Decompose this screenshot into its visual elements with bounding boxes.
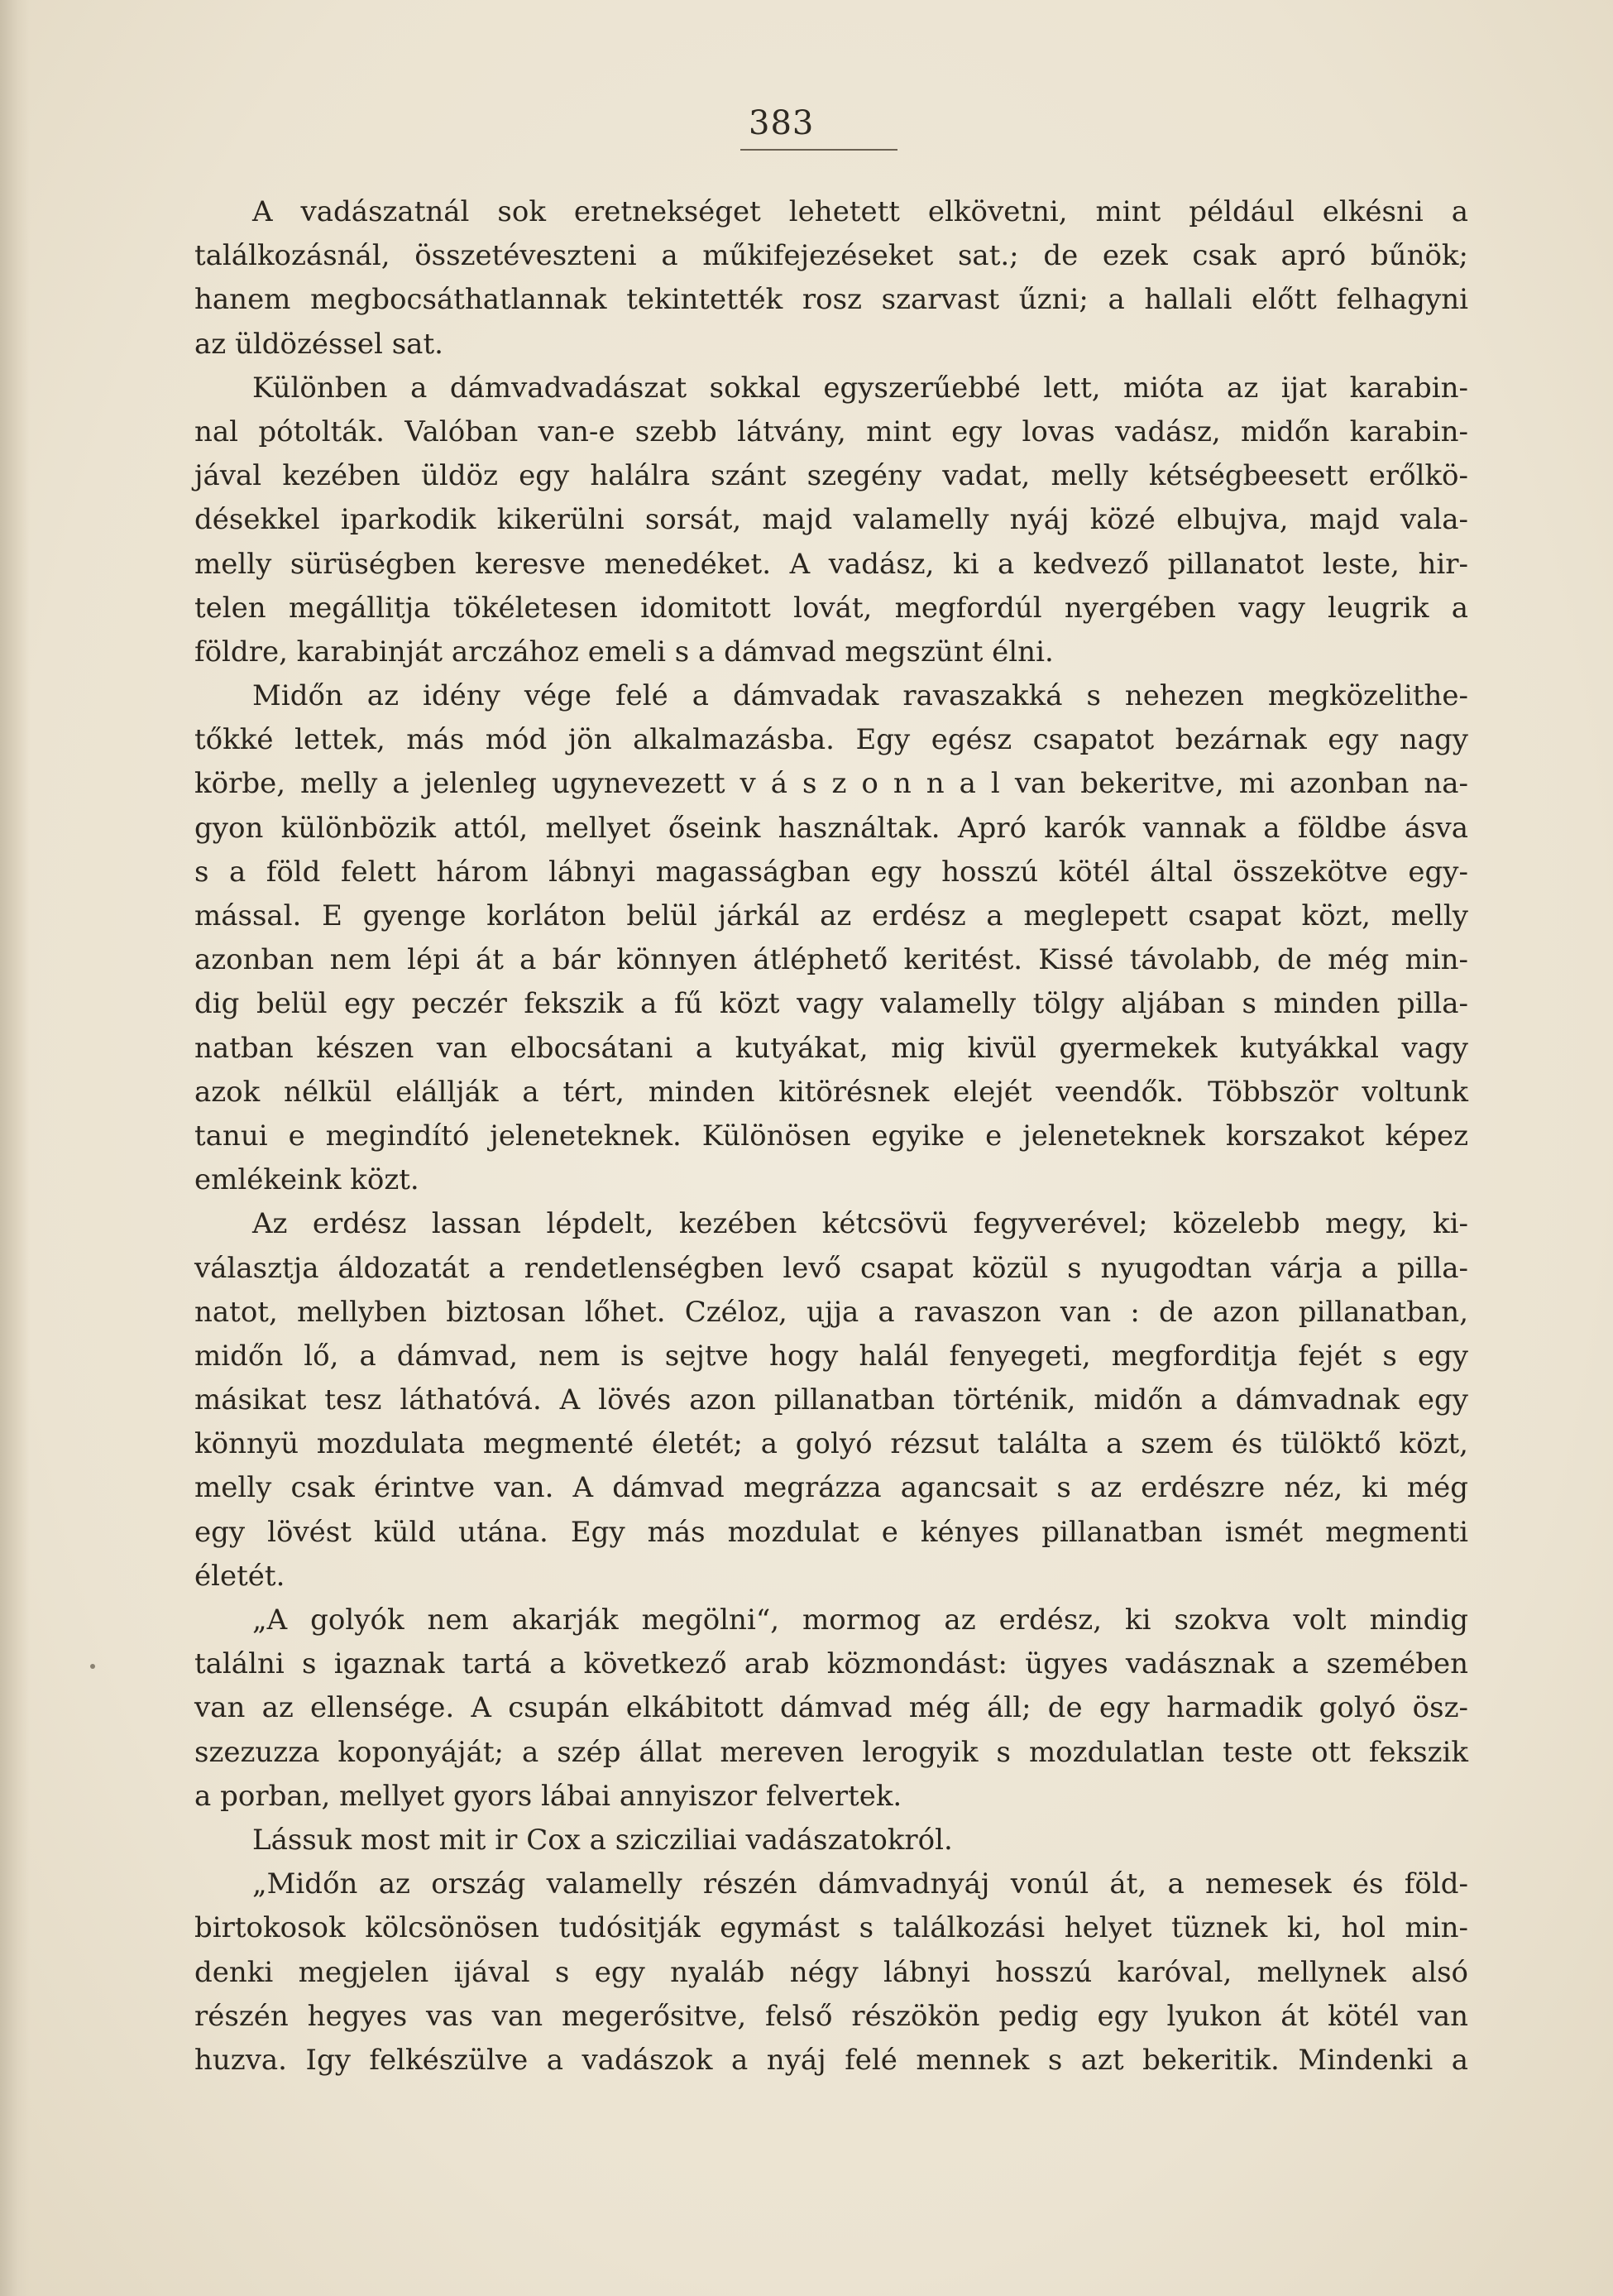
- text-line: midőn lő, a dámvad, nem is sejtve hogy halál fenyegeti, megforditja fejét s egy: [194, 1339, 1468, 1373]
- binding-shadow: [0, 0, 30, 2296]
- text-line: tanui e megindító jeleneteknek. Különösen egyike e jeleneteknek korszakot képez: [194, 1119, 1468, 1153]
- text-line: nal pótolták. Valóban van-e szebb látvány, mint egy lovas vadász, midőn karabin-: [194, 415, 1468, 448]
- text-line: Lássuk most mit ir Cox a szicziliai vadászatokról.: [252, 1823, 953, 1857]
- text-line: egy lövést küld utána. Egy más mozdulat e kényes pillanatban ismét megmenti: [194, 1515, 1468, 1549]
- text-line: melly sürüségben keresve menedéket. A vadász, ki a kedvező pillanatot leste, hir-: [194, 547, 1468, 581]
- text-line: huzva. Igy felkészülve a vadászok a nyáj felé mennek s azt bekeritik. Mindenki a: [194, 2043, 1468, 2077]
- text-line: s a föld felett három lábnyi magasságban egy hosszú kötél által összekötve egy-: [194, 855, 1468, 889]
- text-line: denki megjelen ijával s egy nyaláb négy lábnyi hosszú karóval, mellynek alsó: [194, 1955, 1468, 1989]
- text-line: natot, mellyben biztosan lőhet. Czéloz, ujja a ravaszon van : de azon pillanatban,: [194, 1295, 1468, 1329]
- text-line: dig belül egy peczér fekszik a fű közt vagy valamelly tölgy aljában s minden pilla-: [194, 987, 1468, 1021]
- text-line: Különben a dámvadvadászat sokkal egyszerűebbé lett, mióta az ijat karabin-: [252, 371, 1468, 405]
- text-line: könnyü mozdulata megmenté életét; a golyó rézsut találta a szem és tülöktő közt,: [194, 1427, 1468, 1461]
- page-number: 383: [749, 104, 815, 142]
- text-line: találkozásnál, összetéveszteni a műkifejezéseket sat.; de ezek csak apró bűnök;: [194, 239, 1468, 273]
- page-number-rule: [740, 149, 897, 151]
- text-line: jával kezében üldöz egy halálra szánt szegény vadat, melly kétségbeesett erőlkö-: [194, 459, 1468, 493]
- text-line: másikat tesz láthatóvá. A lövés azon pillanatban történik, midőn a dámvadnak egy: [194, 1383, 1468, 1417]
- text-line: a porban, mellyet gyors lábai annyiszor felvertek.: [194, 1779, 902, 1813]
- text-line: tőkké lettek, más mód jön alkalmazásba. Egy egész csapatot bezárnak egy nagy: [194, 723, 1468, 757]
- margin-mark: [90, 1664, 95, 1669]
- body-text: [194, 190, 1468, 2083]
- text-line: szezuzza koponyáját; a szép állat mereven lerogyik s mozdulatlan teste ott fekszik: [194, 1735, 1468, 1769]
- text-line: van az ellensége. A csupán elkábitott dámvad még áll; de egy harmadik golyó ösz-: [194, 1691, 1468, 1725]
- text-line: mással. E gyenge korláton belül járkál az erdész a meglepett csapat közt, melly: [194, 899, 1468, 932]
- text-line: „Midőn az ország valamelly részén dámvadnyáj vonúl át, a nemesek és föld-: [252, 1867, 1468, 1901]
- text-line: választja áldozatát a rendetlenségben levő csapat közül s nyugodtan várja a pilla-: [194, 1251, 1468, 1285]
- text-line: emlékeink közt.: [194, 1163, 419, 1197]
- text-line: találni s igaznak tartá a következő arab közmondást: ügyes vadásznak a szemében: [194, 1647, 1468, 1681]
- text-line: telen megállitja tökéletesen idomitott lovát, megfordúl nyergében vagy leugrik a: [194, 591, 1468, 625]
- text-line: hanem megbocsáthatlannak tekintették rosz szarvast űzni; a hallali előtt felhagyni: [194, 283, 1468, 317]
- text-line: melly csak érintve van. A dámvad megrázza agancsait s az erdészre néz, ki még: [194, 1471, 1468, 1505]
- text-line: az üldözéssel sat.: [194, 327, 443, 361]
- text-line: birtokosok kölcsönösen tudósitják egymást s találkozási helyet tüznek ki, hol min-: [194, 1911, 1468, 1945]
- text-line: gyon különbözik attól, mellyet őseink használtak. Apró karók vannak a földbe ásva: [194, 811, 1468, 845]
- text-line: Midőn az idény vége felé a dámvadak ravaszakká s nehezen megközelithe-: [252, 679, 1468, 713]
- text-line: azonban nem lépi át a bár könnyen átléphető keritést. Kissé távolabb, de még min-: [194, 943, 1468, 977]
- text-line: részén hegyes vas van megerősitve, felső részökön pedig egy lyukon át kötél van: [194, 1999, 1468, 2033]
- text-line: földre, karabinját arczához emeli s a dámvad megszünt élni.: [194, 635, 1054, 669]
- text-line: életét.: [194, 1559, 285, 1593]
- text-line: azok nélkül elállják a tért, minden kitörésnek elejét veendők. Többször voltunk: [194, 1075, 1468, 1109]
- text-line: körbe, melly a jelenleg ugynevezett v á s z o n n a l van bekeritve, mi azonban na-: [194, 767, 1468, 801]
- text-line: Az erdész lassan lépdelt, kezében kétcsövü fegyverével; közelebb megy, ki-: [252, 1207, 1468, 1241]
- text-line: „A golyók nem akarják megölni“, mormog az erdész, ki szokva volt mindig: [252, 1603, 1468, 1637]
- text-line: désekkel iparkodik kikerülni sorsát, majd valamelly nyáj közé elbujva, majd vala-: [194, 503, 1468, 537]
- text-line: A vadászatnál sok eretnekséget lehetett elkövetni, mint például elkésni a: [252, 195, 1468, 228]
- text-line: natban készen van elbocsátani a kutyákat, mig kivül gyermekek kutyákkal vagy: [194, 1031, 1468, 1065]
